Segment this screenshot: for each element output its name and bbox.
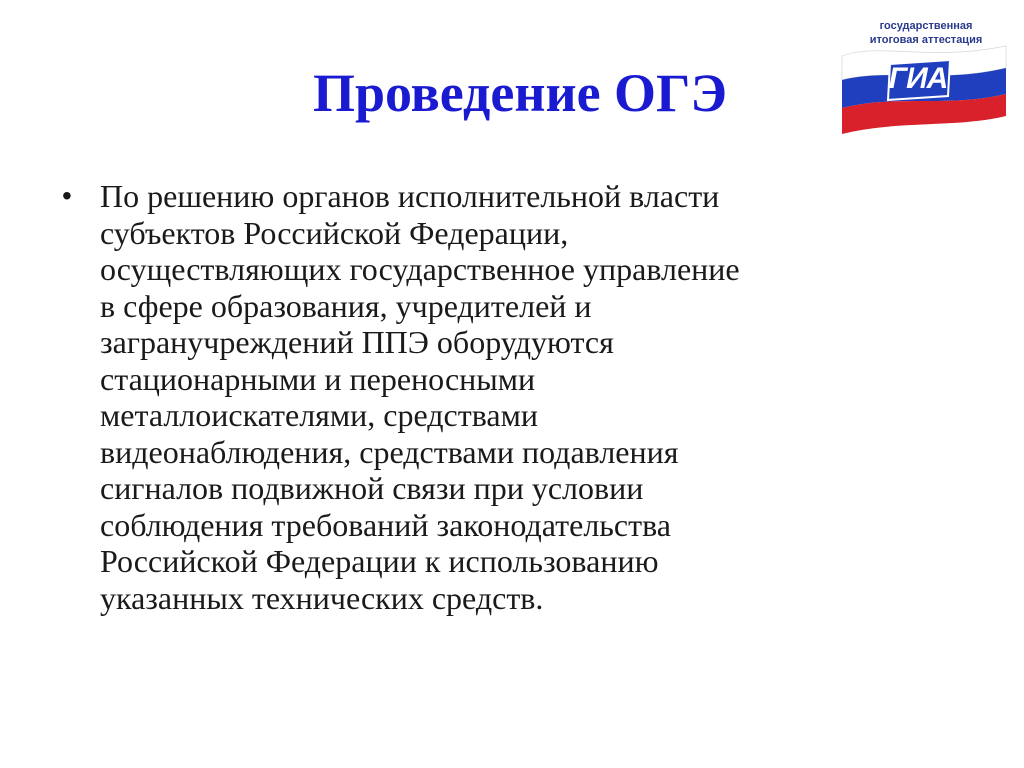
- bullet-text-line: субъектов Российской Федерации,: [100, 214, 569, 251]
- bullet-text-line: видеонаблюдения, средствами подавления: [100, 433, 679, 470]
- logo-line-2: итоговая аттестация: [869, 34, 983, 46]
- gia-logo: [838, 12, 1010, 136]
- bullet-text-line: сигналов подвижной связи при условии: [100, 470, 644, 506]
- bullet-text-line: стационарными и переносными: [100, 360, 536, 397]
- bullet-text-line: металлоискателями, средствами: [100, 397, 538, 433]
- slide-title: Проведение ОГЭ: [312, 63, 728, 123]
- logo-line-1: государственная: [879, 20, 973, 32]
- bullet-text-line: в сфере образования, учредителей и: [100, 287, 592, 324]
- bullet-text-line: По решению органов исполнительной власти: [100, 178, 720, 214]
- bullet-item: [62, 178, 962, 616]
- bullet-text-line: загранучреждений ППЭ оборудуются: [100, 324, 614, 360]
- logo-mark: ГИА: [888, 62, 948, 95]
- bullet-text-line: указанных технических средств.: [100, 579, 544, 616]
- bullet-text-line: осуществляющих государственное управление: [100, 251, 740, 287]
- bullet-text-line: Российской Федерации к использованию: [100, 543, 659, 579]
- bullet-list: [62, 178, 962, 616]
- bullet-text-line: соблюдения требований законодательства: [100, 506, 671, 543]
- bullet-marker: •: [62, 180, 72, 211]
